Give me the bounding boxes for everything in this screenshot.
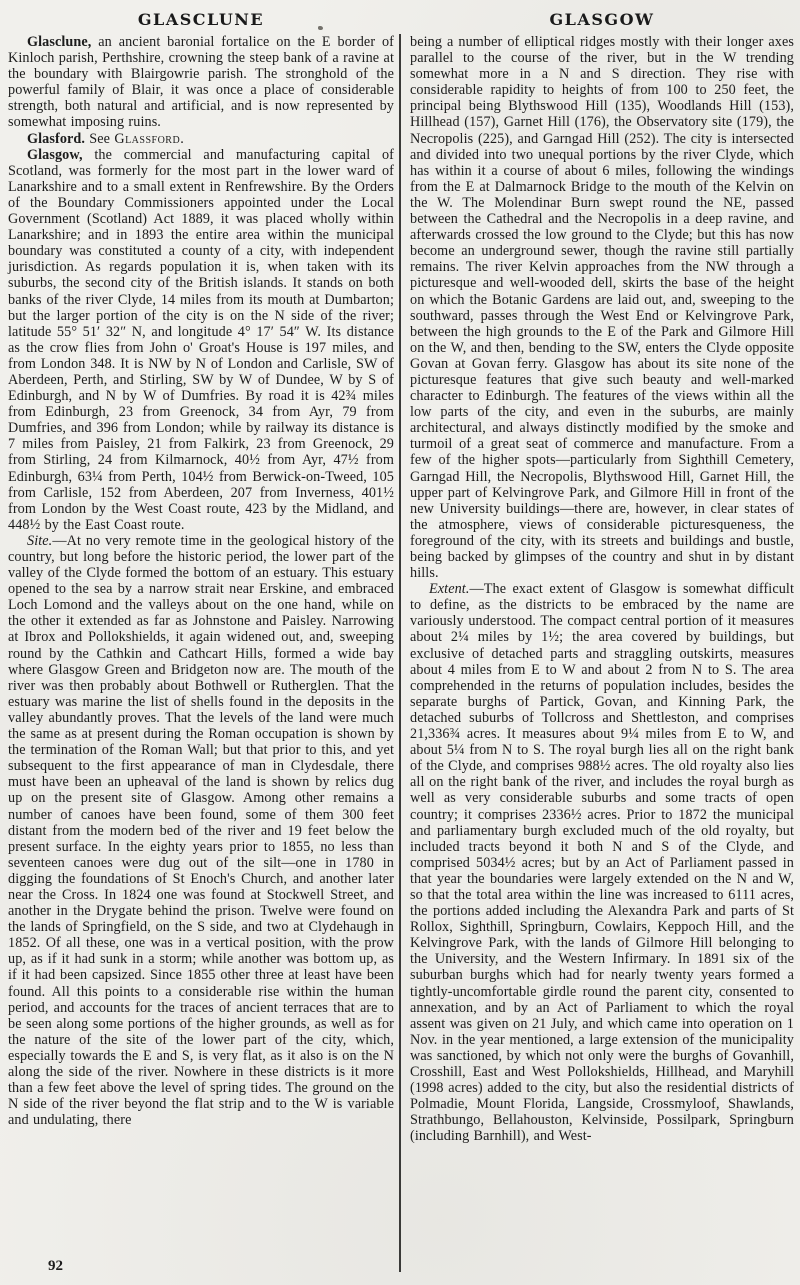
- section-site-body: —At no very remote time in the geological history of the country, but long before the historic period, the lower part of the valley of the Clyde formed the bottom of an estuary. This estuary opened to the sea by a narrow strait near Erskine, and embraced Loch Lomond and the valleys about on the one hand, while on the other it extended as far as Johnstone and Paisley. Narrowing at Ibrox and Pollokshields, it again widened out, and, sweeping round by the Cathkin and Cathcart Hills, formed a wide bay where Glasgow Green and Bridgeton now are. The mouth of the river was then probably about Bothwell or Rutherglen. That the estuary was marine the list of shells found in the deposits in the valley abundantly proves. That the levels of the land were much the same as at present during the Roman occupation is shown by the termination of the Roman Wall; but that prior to this, and yet subsequent to the first appearance of man in Clydesdale, there must have been an upheaval of the land is shown by relics dug up on the present site of Glasgow. Among other remains a number of canoes have been found, some of them 300 feet distant from the modern bed of the river and 19 feet below the present surface. In the eighty years prior to 1855, no less than seventeen canoes were dug out of the silt—one in 1780 in digging the foundations of St Enoch's Church, and another later near the Cross. In 1824 one was found at Stockwell Street, and another in the Drygate behind the prison. Twelve were found on the lands of Springfield, on the S side, and two at Clydehaugh in 1852. Of all these, one was in a vertical position, with the prow up, as if it had sunk in a storm; while another was bottom up, as if it had been capsized. Since 1855 other three at least have been found. All this points to a considerable rise within the human period, and accounts for the traces of ancient terraces that are to be seen along some portions of the higher grounds, as well as for the nature of the site of the lower part of the city, which, especially towards the E and S, is very flat, as it also is on the N along the side of the river. Nowhere in these districts is it more than a few feet above the level of spring tides. The ground on the N side of the river beyond the flat strip and to the W is variable and undulating, there: [8, 532, 394, 1129]
- entry-glasford-crossref: Glassford.: [114, 130, 185, 147]
- section-extent: [410, 581, 794, 1144]
- entry-glasgow-continuation: [410, 34, 794, 581]
- entry-glasgow: [8, 147, 394, 533]
- right-column: [410, 34, 794, 1144]
- entry-glasgow-lead: Glasgow,: [27, 146, 83, 163]
- running-head-glasclune: GLASCLUNE: [137, 10, 265, 29]
- entry-glasclune-body: an ancient baronial fortalice on the E border of Kinloch parish, Perthshire, crowning the steep bank of a ravine at the boundary with Blairgowrie parish. The stronghold of the powerful family of Blair, it was once a place of considerable strength, both natural and artificial, and is now represented by somewhat imposing ruins.: [8, 34, 394, 131]
- running-head-glasgow: GLASGOW: [549, 10, 655, 29]
- entry-glasclune: [8, 34, 394, 131]
- left-column: [8, 34, 394, 1128]
- section-site-lead: Site.: [27, 532, 53, 549]
- entry-glasgow-body: the commercial and manufacturing capital of Scotland, was formerly for the most part in the lower ward of Lanarkshire and to a small extent in Renfrewshire. By the Orders of the Boundary Commissioners appointed under the Local Government (Scotland) Act 1889, it was placed wholly within Lanarkshire; and in 1893 the entire area within the municipal boundary was constituted a county of a city, with independent jurisdiction. As regards population it is, when taken with its suburbs, the second city of the British islands. It stands on both banks of the river Clyde, 14 miles from its mouth at Dumbarton; but the larger portion of the city is on the N side of the river; latitude 55° 51′ 32″ N, and longitude 4° 17′ 54″ W. Its distance as the crow flies from John o' Groat's House is 197 miles, and from London 348. It is NW by N of London and Carlisle, SW of Aberdeen, Perth, and Stirling, SW by W of Dundee, W by S of Edinburgh, and N by W of Dumfries. By road it is 42¾ miles from Edinburgh, 23 from Greenock, 34 from Ayr, 79 from Dumfries, and 396 from London; while by railway its distance is 7 miles from Paisley, 21 from Falkirk, 23 from Greenock, 29 from Stirling, 24 from Kilmarnock, 40½ from Ayr, 47½ from Edinburgh, 63¼ from Perth, 104½ from Berwick-on-Tweed, 105 from Carlisle, 152 from Aberdeen, 207 from Inverness, 401½ from London by the West Coast route, 423 by the Midland, and 448½ by the East Coast route.: [8, 146, 394, 533]
- entry-glasclune-lead: Glasclune,: [27, 34, 92, 50]
- entry-glasgow-continuation-body: being a number of elliptical ridges mostly with their longer axes parallel to the course of the river, but in the W trending somewhat more in a N and S direction. They rise with considerable rapidity to heights of from 100 to 250 feet, the principal being Blythswood Hill (135), Woodlands Hill (153), Hillhead (157), Garnet Hill (176), the Observatory site (179), the Necropolis (225), and Garngad Hill (252). The city is intersected and divided into two unequal portions by the river Clyde, which has within it a course of about 6 miles, following the windings from the E at Dalmarnock Bridge to the mouth of the Kelvin on the W. The Molendinar Burn swept round the NE, passed between the Cathedral and the Necropolis in a deep ravine, and afterwards crossed the low ground to the Clyde; but this has now become an underground sewer, though the ravine still partially remains. The river Kelvin approaches from the NW through a picturesque and well-wooded dell, skirts the base of the height on which the Botanic Gardens are laid out, and, sweeping to the southward, passes through the West End or Kelvingrove Park, between the high grounds to the E of the Park and Gilmore Hill on the W, and then, bending to the SW, enters the Clyde opposite Govan at Govan ferry. Glasgow has about its site none of the picturesque features that give such beauty and well-marked character to Edinburgh. The features of the views within all the low parts of the city, and even in the suburbs, are mainly architectural, and always distinctly modified by the smoke and turmoil of a great seat of commerce and manufacture. From a few of the higher spots—particularly from Sighthill Cemetery, Garngad Hill, the Necropolis, Blythswood Hill, Garnet Hill, the upper part of Kelvingrove Park, and Gilmore Hill in front of the new University buildings—there are, however, in clear states of the atmosphere, views of considerable picturesqueness, the foreground of the city, with its streets and buildings and bustle, being backed by glimpses of the country and shut in by distant hills.: [410, 34, 794, 582]
- page-number: 92: [48, 1258, 63, 1274]
- entry-glasford: [8, 131, 394, 147]
- section-extent-body: —The exact extent of Glasgow is somewhat difficult to define, as the districts to be embraced by the name are variously understood. The compact central portion of it measures about 2¼ miles by 1½; the area covered by buildings, but exclusive of detached parts and straggling outskirts, measures about 4 miles from E to W and about 2 from N to S. The area comprehended in the returns of population includes, besides the separate burghs of Partick, Govan, and Kinning Park, the detached suburbs of Tollcross and Shettleston, and comprises 21,336¾ acres. It measures about 9¼ miles from E to W, and about 5¼ from N to S. The royal burgh lies all on the right bank of the Clyde, and comprises 988½ acres. The old royalty also lies all on the right bank of the river, and includes the royal burgh as well as very considerable suburbs and some tracts of open country; it comprises 2336½ acres. Prior to 1872 the municipal and parliamentary burgh excluded much of the old royalty, but included tracts beyond it both N and S of the Clyde, and comprised 5034½ acres; but by an Act of Parliament passed in that year the boundaries were largely extended on the N and W, so that the total area within the line was increased to 6111 acres, the portions added including the Alexandra Park and parts of St Rollox, Sighthill, Springburn, Cowlairs, Keppoch Hill, and the Kelvingrove Park, with the lands of Gilmore Hill belonging to the University, and the Western Infirmary. In 1891 six of the suburban burghs which had for nearly twenty years formed a tightly-uncomfortable girdle round the parent city, consented to annexation, and by an Act of Parliament to which the royal assent was given on 21 July, and which came into operation on 1 Nov. in the year mentioned, a large extension of the municipality was sanctioned, by which not only were the burghs of Govanhill, Crosshill, East and West Pollokshields, Hillhead, and Maryhill (1998 acres) added to the city, but also the residential districts of Polmadie, Mount Florida, Langside, Crossmyloof, Shawlands, Strathbungo, Bellahouston, Kelvinside, Possilpark, Springburn (including Barnhill), and West-: [410, 581, 794, 1145]
- entry-glasford-lead: Glasford.: [27, 130, 86, 147]
- section-site: [8, 533, 394, 1128]
- scan-artifact: [318, 26, 323, 30]
- entry-glasford-mid: See: [85, 130, 115, 147]
- column-divider: [399, 34, 401, 1272]
- section-extent-lead: Extent.: [429, 581, 470, 598]
